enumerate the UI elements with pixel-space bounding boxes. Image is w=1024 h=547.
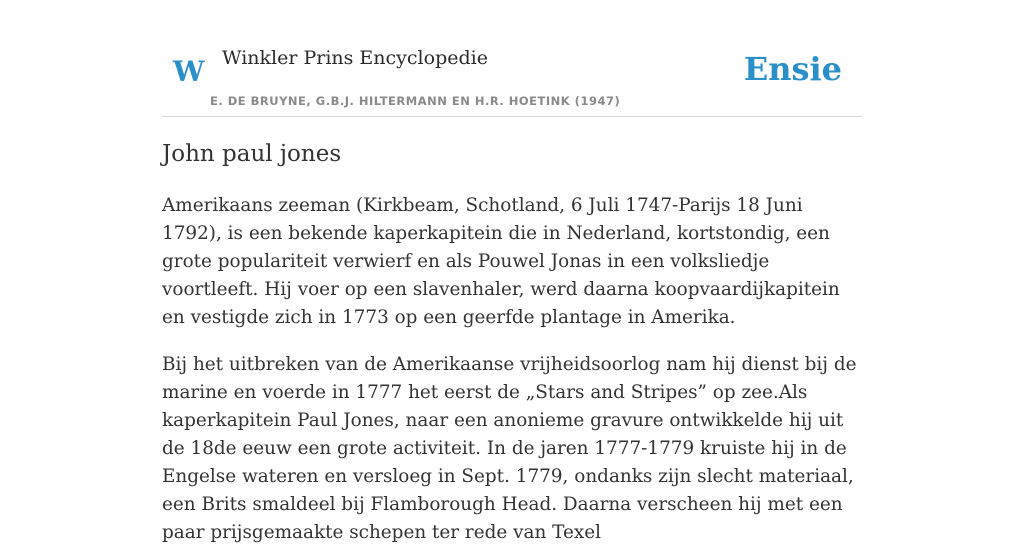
article-content bbox=[162, 136, 864, 547]
winkler-prins-logo[interactable]: W bbox=[173, 55, 205, 88]
ensie-brand-logo[interactable]: Ensie bbox=[743, 50, 842, 88]
site-header bbox=[162, 40, 862, 117]
article-paragraph: Amerikaans zeeman (Kirkbeam, Schotland, 6 Juli 1747-Parijs 18 Juni 1792), is een bekende kaperkapitein die in Nederland, kortstondig, een grote populariteit verwierf en als Pouwel Jonas in een volksliedje voortleeft. Hij voer op een slavenhaler, werd daarna koopvaardijkapitein en vestigde zich in 1773 op een geerfde plantage in Amerika. bbox=[162, 195, 840, 328]
article-title: John paul jones bbox=[162, 141, 342, 167]
publication-authors: E. DE BRUYNE, G.B.J. HILTERMANN EN H.R. HOETINK (1947) bbox=[210, 94, 621, 108]
publication-title: Winkler Prins Encyclopedie bbox=[222, 47, 488, 69]
article-paragraph: Bij het uitbreken van de Amerikaanse vrijheidsoorlog nam hij dienst bij de marine en voerde in 1777 het eerst de „Stars and Stripes” op zee.Als kaperkapitein Paul Jones, naar een anonieme gravure ontwikkelde hij uit de 18de eeuw een grote activiteit. In de jaren 1777-1779 kruiste hij in de Engelse wateren en versloeg in Sept. 1779, ondanks zijn slecht materiaal, een Brits smaldeel bij Flamborough Head. Daarna verscheen hij met een paar prijsgemaakte schepen ter rede van Texel bbox=[162, 354, 857, 543]
